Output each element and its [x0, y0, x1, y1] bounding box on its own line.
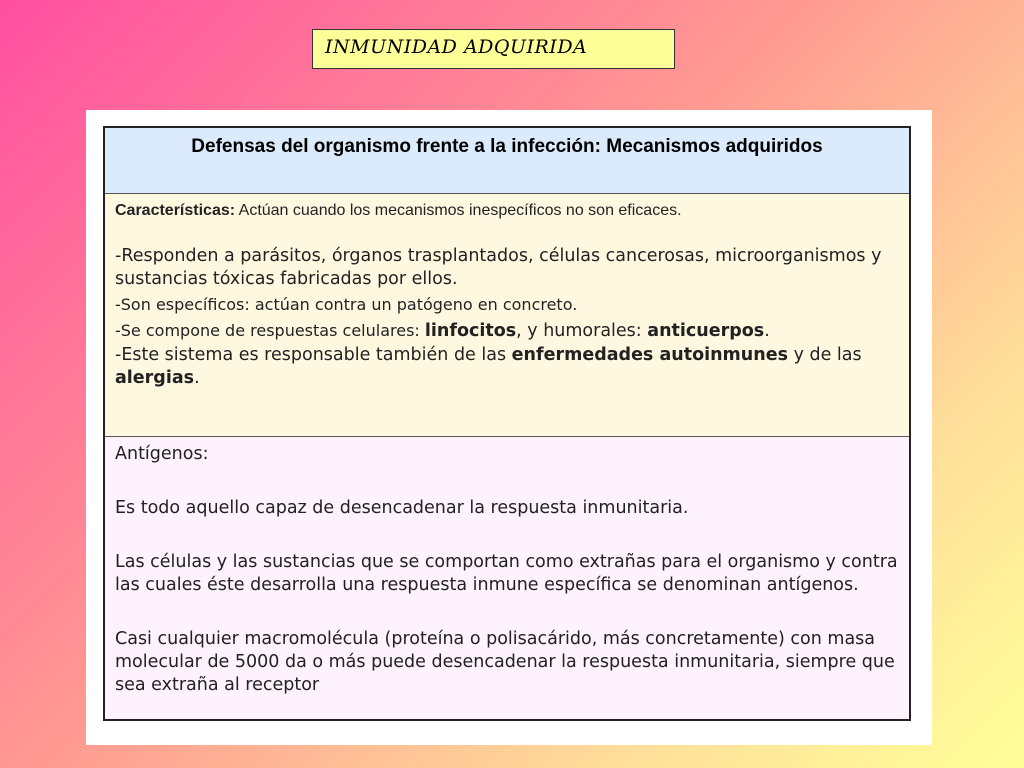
- diseases-text-c: .: [194, 368, 200, 388]
- characteristics-intro-text: Actúan cuando los mecanismos inespecíficos no son eficaces.: [235, 202, 682, 219]
- antigens-paragraph-macromolecule: Casi cualquier macromolécula (proteína o polisacárido, más concretamente) con masa molecular de 5000 da o más puede desencadenar la respuesta inmunitaria, siempre que sea extraña al receptor: [115, 629, 895, 695]
- responses-text-a: -Se compone de respuestas celulares:: [115, 321, 425, 340]
- slide-title: INMUNIDAD ADQUIRIDA: [312, 29, 675, 69]
- diseases-text-a: -Este sistema es responsable también de las: [115, 345, 512, 365]
- linfocitos-term: linfocitos: [424, 321, 517, 341]
- anticuerpos-term: anticuerpos: [647, 321, 765, 341]
- alergias-term: alergias: [115, 368, 195, 388]
- characteristics-paragraph-targets: -Responden a parásitos, órganos trasplantados, células cancerosas, microorganismos y sustancias tóxicas fabricadas por ellos.: [115, 246, 882, 289]
- antigens-paragraph-cells: Las células y las sustancias que se comportan como extrañas para el organismo y contra las cuales éste desarrolla una respuesta inmune específica se denominan antígenos.: [115, 552, 898, 595]
- characteristics-paragraph-diseases: [115, 344, 899, 390]
- antigens-title: Antígenos:: [115, 444, 209, 464]
- characteristics-label: Características:: [115, 202, 236, 219]
- characteristics-section: [105, 194, 909, 437]
- diseases-text-b: y de las: [788, 345, 862, 365]
- content-panel: [86, 110, 932, 745]
- characteristics-intro: [115, 200, 899, 221]
- responses-text-c: .: [764, 321, 770, 341]
- info-table: [103, 126, 911, 721]
- characteristics-paragraph-responses: [115, 319, 899, 343]
- autoimmune-term: enfermedades autoinmunes: [511, 345, 788, 365]
- responses-text-b: , y humorales:: [516, 321, 648, 341]
- antigens-section: [105, 437, 909, 719]
- characteristics-paragraph-specific: -Son específicos: actúan contra un patógeno en concreto.: [115, 295, 578, 314]
- antigens-paragraph-definition: Es todo aquello capaz de desencadenar la respuesta inmunitaria.: [115, 498, 689, 518]
- table-header: Defensas del organismo frente a la infección: Mecanismos adquiridos: [105, 128, 909, 194]
